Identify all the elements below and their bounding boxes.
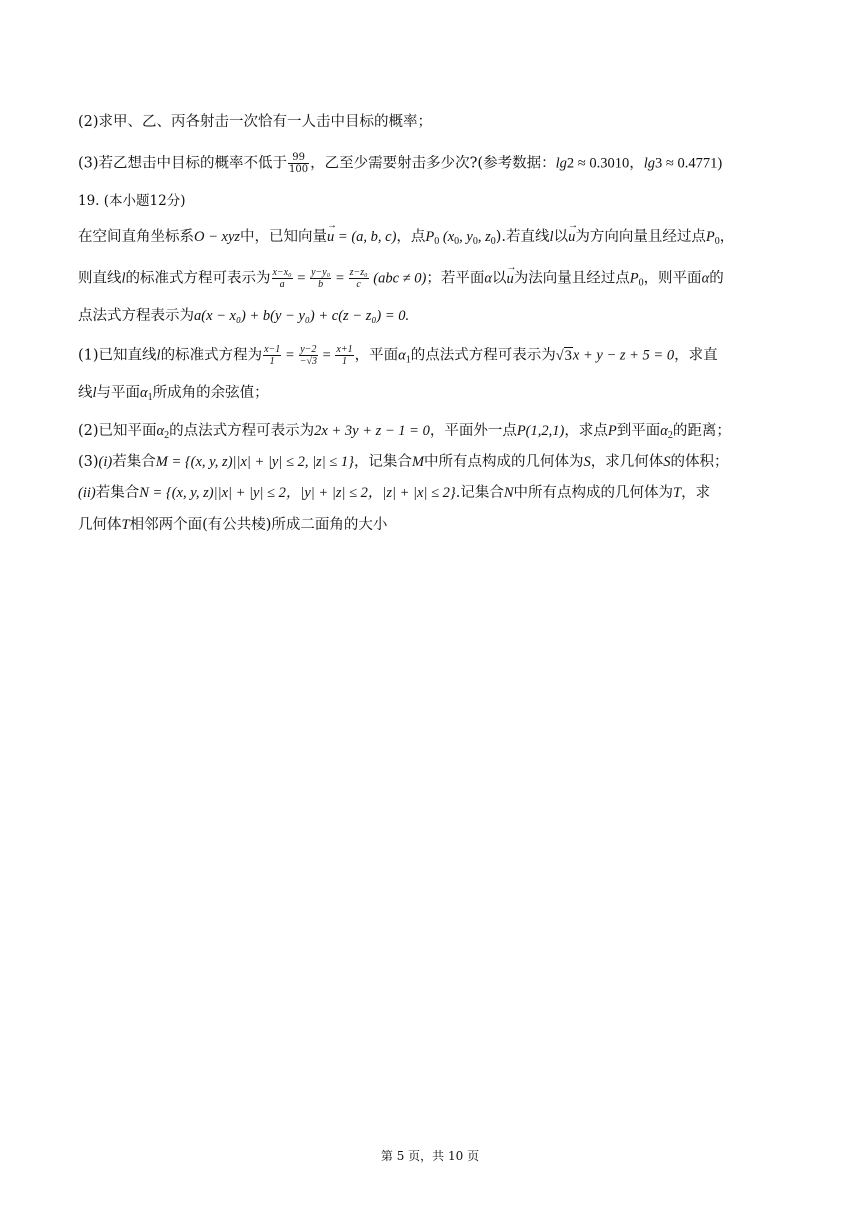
text-seg: 以 bbox=[553, 229, 569, 245]
math: , y bbox=[459, 229, 473, 245]
q19-part3-ii bbox=[78, 483, 710, 503]
q18-part3 bbox=[78, 152, 722, 175]
q19-intro-line3 bbox=[78, 306, 409, 326]
text-seg: 与平面 bbox=[96, 385, 141, 401]
lg3-label: lg bbox=[643, 155, 655, 172]
math-alpha: α bbox=[140, 385, 148, 401]
math-s: S bbox=[663, 454, 671, 470]
vector-u: → u bbox=[568, 227, 575, 247]
math-point-p: P bbox=[705, 229, 715, 245]
text-seg: .记集合 bbox=[455, 485, 504, 501]
text-seg: 中所有点构成的几何体为 bbox=[424, 454, 584, 470]
text-seg: 的点法式方程可表示为 bbox=[169, 423, 315, 439]
math-point: P(1,2,1) bbox=[516, 423, 565, 439]
math-plane-eq: 2x + 3y + z − 1 = 0 bbox=[314, 423, 430, 439]
text-seg: 为法向量且经过点 bbox=[513, 270, 630, 287]
math-alpha: α bbox=[398, 347, 406, 364]
text-seg: 的 bbox=[709, 270, 724, 287]
math-set-m: M = {(x, y, z)||x| + |y| ≤ 2, |z| ≤ 1} bbox=[155, 454, 354, 470]
subscript: 0 bbox=[472, 236, 478, 247]
math-n: N bbox=[503, 485, 514, 501]
math-coord-system: O − xyz bbox=[194, 229, 241, 245]
subscript: 0 bbox=[714, 236, 720, 247]
lg2-value: 2 ≈ 0.3010， bbox=[566, 155, 644, 172]
math-t: T bbox=[121, 517, 130, 533]
math-line-l: l bbox=[549, 229, 554, 245]
text-seg: ，求几何体 bbox=[590, 454, 664, 470]
text-seg: 若集合 bbox=[95, 485, 140, 501]
text-seg: (1)已知直线 bbox=[78, 347, 157, 364]
fraction-p1-x: $\frac{x-1}{1}$ bbox=[264, 344, 281, 367]
fraction-y: $\frac{\text{y−y₀}}{b}$ bbox=[311, 267, 331, 290]
math-point-normal-eq: a(x − x₀) + b(y − y₀) + c(z − z₀) = 0. bbox=[194, 308, 410, 324]
math-set-n: N = {(x, y, z)||x| + |y| ≤ 2，|y| + |z| ≤ 2，|z| + |x| ≤ 2} bbox=[139, 485, 456, 501]
text-seg: 点法式方程表示为 bbox=[78, 308, 194, 324]
subscript: 1 bbox=[405, 354, 411, 366]
text-seg: 几何体 bbox=[78, 517, 122, 533]
text-seg: ，点 bbox=[396, 229, 426, 245]
text-seg: 在空间直角坐标系 bbox=[78, 229, 194, 245]
math-alpha: α bbox=[156, 423, 165, 439]
subscript: 0 bbox=[490, 236, 496, 247]
subscript: 0 bbox=[434, 236, 440, 247]
text-seg: 的标准式方程可表示为 bbox=[125, 270, 271, 287]
q18-part3-text: (3)若乙想击中目标的概率不低于 bbox=[78, 155, 288, 172]
text-seg: 相邻两个面(有公共棱)所成二面角的大小 bbox=[129, 517, 388, 533]
text-seg: 所成角的余弦值； bbox=[152, 385, 269, 401]
subscript: 0 bbox=[454, 236, 460, 247]
q19-part1-line2 bbox=[78, 383, 269, 408]
math-roman-ii: (ii) bbox=[78, 485, 96, 501]
text-seg: (3) bbox=[78, 454, 99, 470]
math-s: S bbox=[583, 454, 591, 470]
text-seg: ，求点 bbox=[564, 423, 608, 439]
fraction-p1-y: $\frac{y-2}{-√3}$ bbox=[299, 344, 317, 367]
q19-part2 bbox=[78, 421, 731, 446]
text-seg: ，求 bbox=[681, 485, 711, 501]
math-roman-i: (i) bbox=[98, 454, 113, 470]
math-m: M bbox=[411, 454, 425, 470]
math-plane-eq: x + y − z + 5 = 0 bbox=[572, 347, 675, 364]
text-seg: 的距离； bbox=[672, 423, 731, 439]
text-seg: ).若直线 bbox=[495, 229, 550, 245]
text-seg: 到平面 bbox=[616, 423, 661, 439]
text-seg: ，记集合 bbox=[353, 454, 412, 470]
vector-u: → u bbox=[327, 227, 334, 247]
vector-u: → u bbox=[506, 269, 513, 289]
text-seg: 的体积； bbox=[670, 454, 729, 470]
q19-part3-i bbox=[78, 452, 729, 472]
page-number: 第 5 页，共 10 页 bbox=[380, 1149, 480, 1163]
sqrt-3: √3 bbox=[555, 347, 572, 364]
text-seg: ，求直 bbox=[674, 347, 718, 364]
q19-part3-ii-line2 bbox=[78, 515, 387, 535]
math-line-l: l bbox=[92, 385, 97, 401]
text-seg: 中，已知向量 bbox=[240, 229, 328, 245]
q19-header bbox=[78, 191, 185, 211]
text-seg: 为方向向量且经过点 bbox=[575, 229, 706, 245]
math-alpha: α bbox=[701, 270, 710, 287]
text-seg: 若集合 bbox=[112, 454, 156, 470]
fraction-p1-z: $\frac{x+1}{1}$ bbox=[336, 344, 353, 367]
q18-part3-mid: ，乙至少需要射击多少次?(参考数据： bbox=[310, 155, 556, 172]
math: , z bbox=[477, 229, 491, 245]
q18-part2-text: (2)求甲、乙、丙各射击一次恰有一人击中目标的概率； bbox=[78, 114, 433, 130]
text-seg: 线 bbox=[78, 385, 93, 401]
text-seg: ；若平面 bbox=[426, 270, 485, 287]
lg3-value: 3 ≈ 0.4771) bbox=[654, 155, 723, 172]
math-line-l: l bbox=[121, 270, 126, 287]
text-seg: 以 bbox=[491, 270, 507, 287]
fraction-x: $\frac{\text{x−x₀}}{a}$ bbox=[272, 267, 292, 290]
math-line-l: l bbox=[156, 347, 161, 364]
lg2-label: lg bbox=[555, 155, 567, 172]
text-seg: 的点法式方程可表示为 bbox=[410, 347, 556, 364]
subscript: 0 bbox=[638, 277, 644, 289]
math-t: T bbox=[673, 485, 682, 501]
math: (x bbox=[439, 229, 455, 245]
q19-header-text: 19. (本小题12分) bbox=[78, 193, 186, 209]
q19-intro-line1 bbox=[78, 227, 734, 252]
text-seg: ，平面 bbox=[354, 347, 399, 364]
page-footer bbox=[0, 1147, 860, 1164]
fraction-z: $\frac{\text{z−z₀}}{c}$ bbox=[349, 267, 368, 290]
text-seg: ， bbox=[719, 229, 735, 245]
subscript: 2 bbox=[164, 430, 170, 441]
text-seg: (2)已知平面 bbox=[78, 423, 157, 439]
subscript: 2 bbox=[667, 430, 673, 441]
math-point-p: P bbox=[425, 229, 435, 245]
text-seg: 中所有点构成的几何体为 bbox=[513, 485, 674, 501]
fraction-99-100: $\frac{99}{100}$ bbox=[289, 152, 309, 175]
math-condition: (abc ≠ 0) bbox=[369, 270, 427, 287]
text-seg: 则直线 bbox=[78, 270, 122, 287]
text-seg: ，平面外一点 bbox=[429, 423, 517, 439]
math-point-p: P bbox=[629, 270, 639, 287]
text-seg: ，则平面 bbox=[643, 270, 702, 287]
math-alpha: α bbox=[484, 270, 492, 287]
math-alpha: α bbox=[660, 423, 668, 439]
q19-intro-line2: 则直线l的标准式方程可表示为 $\frac{\text{x−x₀}}{a}$ = $\frac{\text{y−y₀}}{b}$ = $\frac{\text{z−z₀}}{c}$ (abc ≠ 0)；若平面α以→ u为法向量且经过点$P_0$，则平面α的 bbox=[78, 267, 724, 294]
subscript: 1 bbox=[147, 392, 153, 403]
math-vector-def: = (a, b, c) bbox=[334, 229, 397, 245]
q18-part2 bbox=[78, 112, 432, 132]
math-point-p: P bbox=[607, 423, 617, 439]
text-seg: 的标准式方程为 bbox=[160, 347, 263, 364]
q19-part1-line1: (1)已知直线l的标准式方程为 $\frac{x-1}{1}$ = $\frac{y-2}{-√3}$ = $\frac{x+1}{1}$ ，平面$\alpha_1$的点法式方程可表示为√3x + y − z + 5 = 0，求直 bbox=[78, 344, 718, 367]
